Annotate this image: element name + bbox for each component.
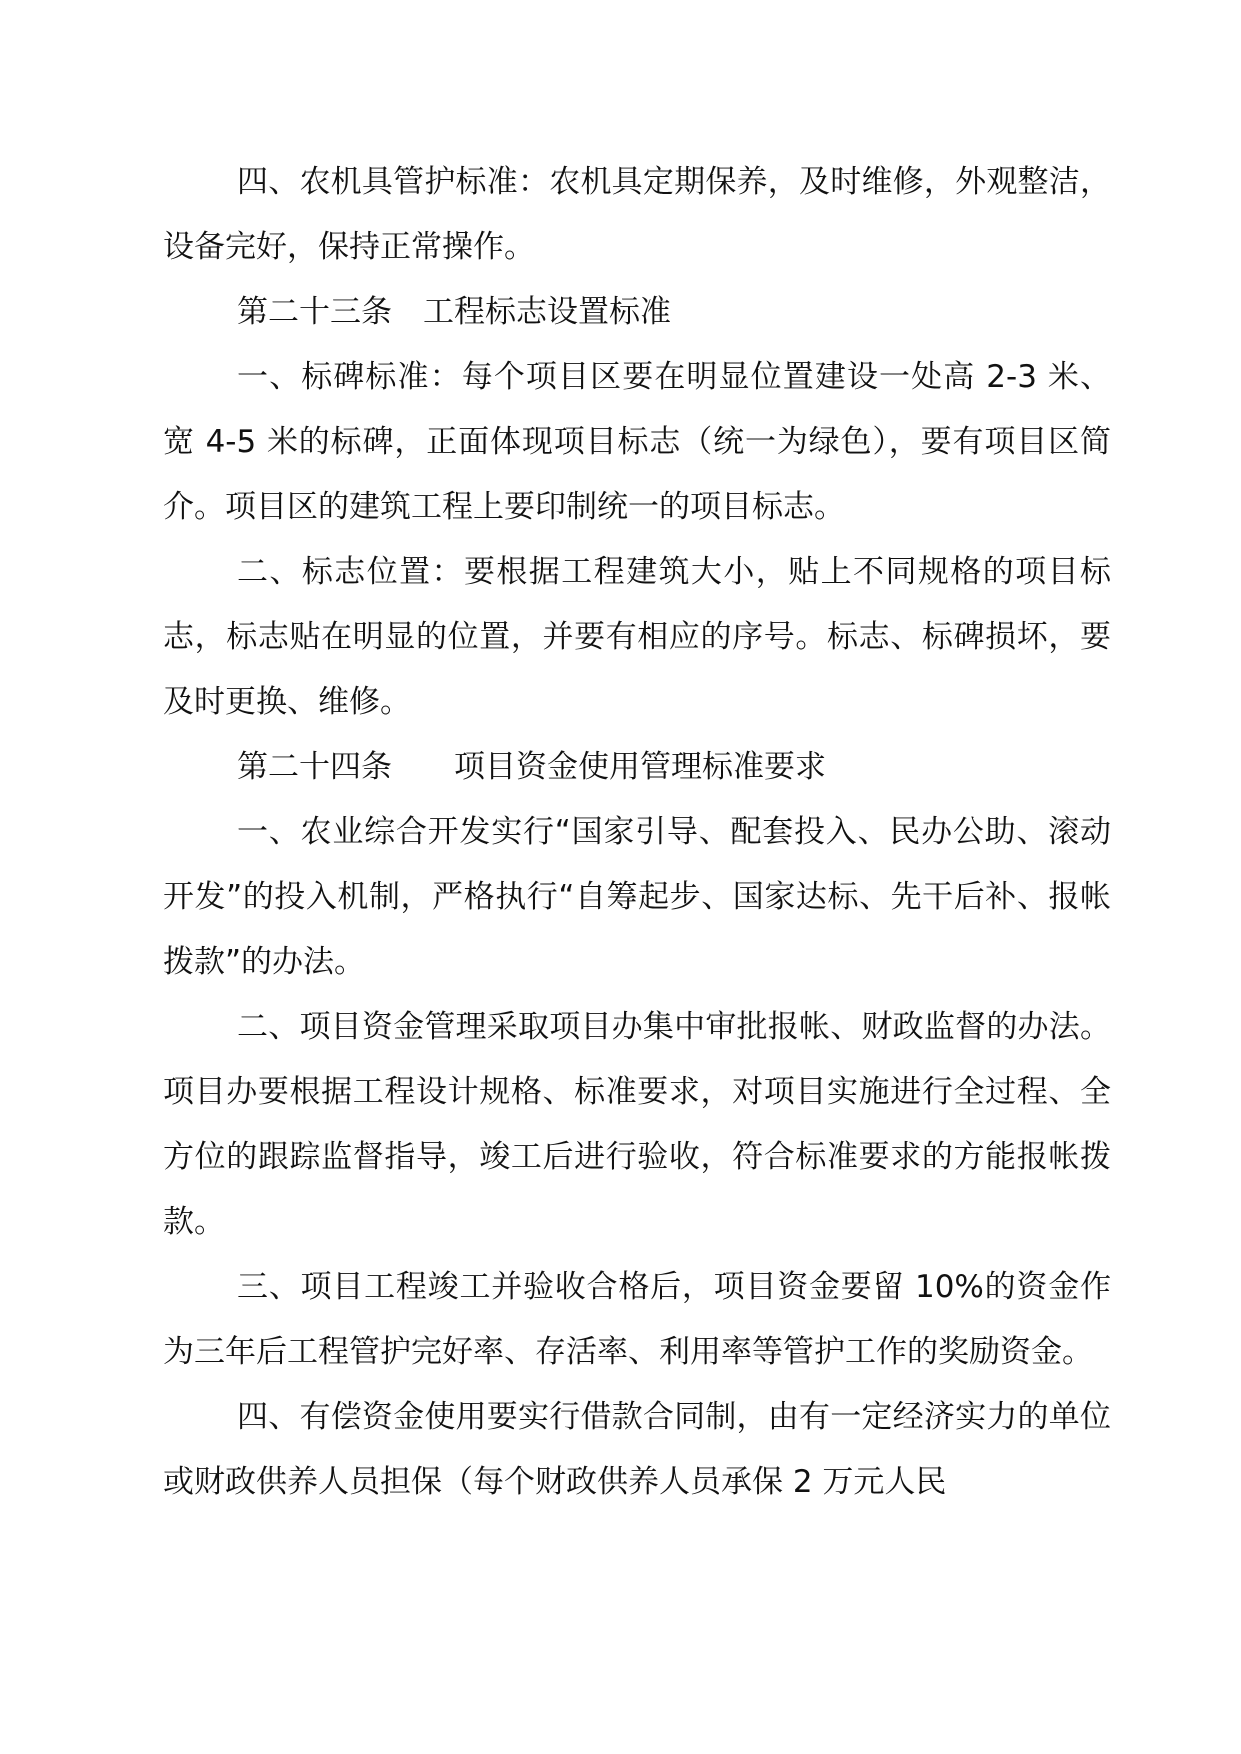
paragraph-farm-machinery-maintenance: 四、农机具管护标准：农机具定期保养，及时维修，外观整洁，设备完好，保持正常操作。 — [163, 164, 1111, 265]
paragraph-retention-fund: 三、项目工程竣工并验收合格后，项目资金要留 10%的资金作为三年后工程管护完好率、存活率、利用率等管护工作的奖励资金。 — [163, 1269, 1111, 1370]
article-23-heading: 第二十三条 工程标志设置标准 — [237, 294, 671, 330]
paragraph-repayable-funds: 四、有偿资金使用要实行借款合同制，由有一定经济实力的单位或财政供养人员担保（每个财政供养人员承保 2 万元人民 — [163, 1399, 1111, 1500]
document-body — [163, 150, 1111, 1515]
paragraph-fund-management: 二、项目资金管理采取项目办集中审批报帐、财政监督的办法。项目办要根据工程设计规格、标准要求，对项目实施进行全过程、全方位的跟踪监督指导，竣工后进行验收，符合标准要求的方能报帐拨款。 — [163, 1009, 1111, 1240]
paragraph-monument-standard: 一、标碑标准：每个项目区要在明显位置建设一处高 2-3 米、宽 4-5 米的标碑，正面体现项目标志（统一为绿色），要有项目区简介。项目区的建筑工程上要印制统一的项目标志。 — [163, 359, 1111, 525]
paragraph-investment-mechanism: 一、农业综合开发实行“国家引导、配套投入、民办公助、滚动开发”的投入机制，严格执行“自筹起步、国家达标、先干后补、报帐拨款”的办法。 — [163, 814, 1111, 980]
paragraph-sign-position: 二、标志位置：要根据工程建筑大小，贴上不同规格的项目标志，标志贴在明显的位置，并要有相应的序号。标志、标碑损坏，要及时更换、维修。 — [163, 554, 1111, 720]
article-24-heading: 第二十四条 项目资金使用管理标准要求 — [237, 749, 826, 785]
